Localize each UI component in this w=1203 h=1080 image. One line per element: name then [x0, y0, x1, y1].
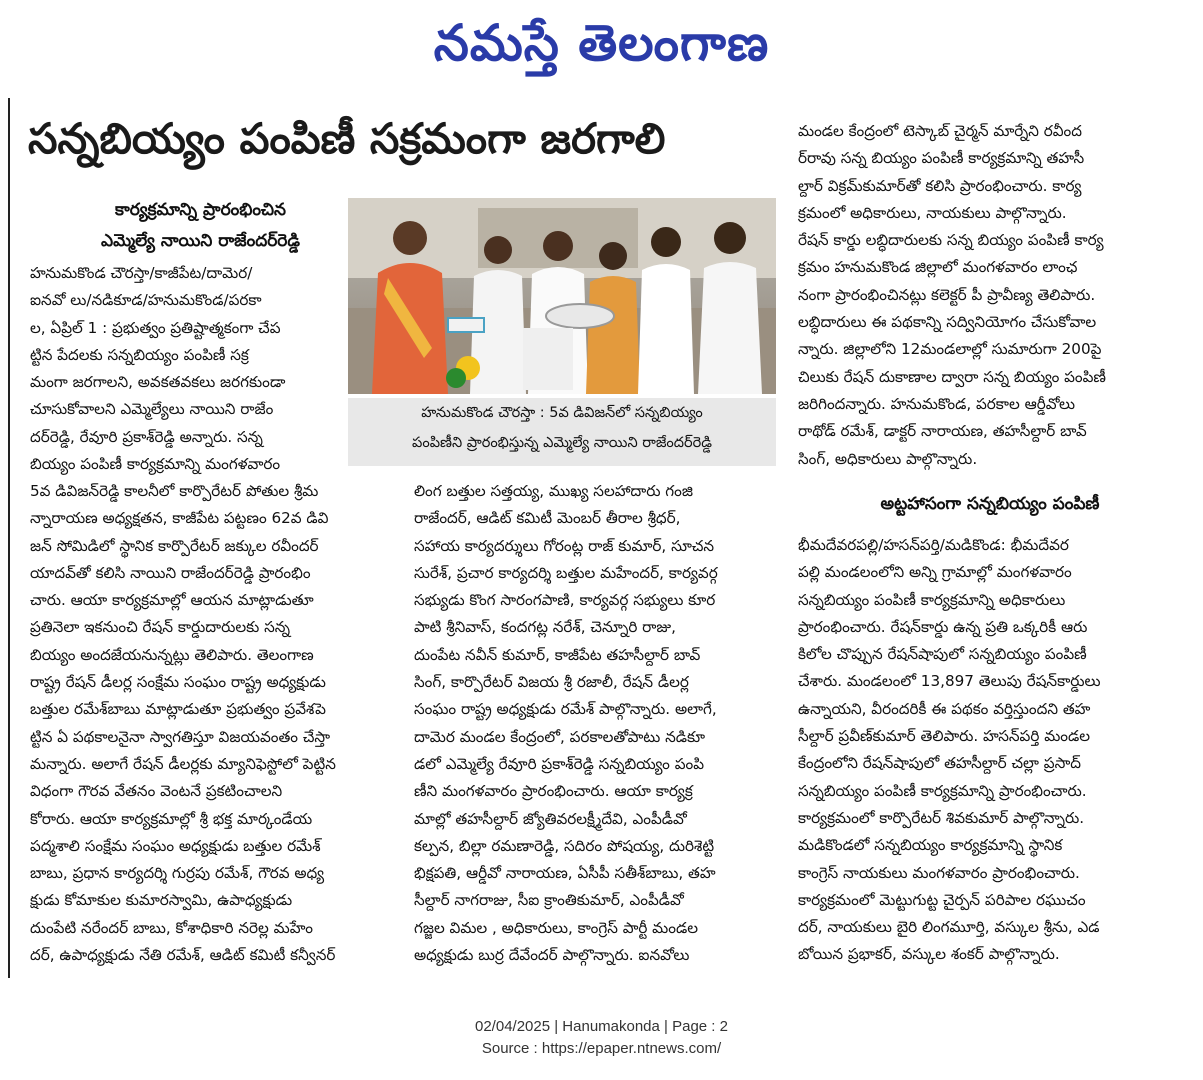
article-column-1-top [30, 260, 342, 478]
text-line: ప్రతినెలా ఇకనుంచి రేషన్ కార్డుదారులకు సన్న [30, 618, 290, 637]
text-line: రాథోడ్ రమేశ్, డాక్టర్ నారాయణ, తహసీల్దార్ బావ్ [798, 422, 1087, 441]
text-line: క్రమం హనుమకొండ జిల్లాలో మంగళవారం లాంఛ [798, 258, 1078, 277]
text-line: చేశారు. మండలంలో 13,897 తెలుపు రేషన్‌కార్డులు [798, 672, 1101, 691]
text-line: చిలుకు రేషన్ దుకాణాల ద్వారా సన్న బియ్యం పంపిణీ [798, 367, 1106, 386]
text-line: క్రమంలో అధికారులు, నాయకులు పాల్గొన్నారు. [798, 203, 1067, 222]
text-line: దర్‌రెడ్డి, రేవూరి ప్రకాశ్‌రెడ్డి అన్నారు. సన్న [30, 427, 263, 446]
text-line: గజ్జల విమల , అధికారులు, కాంగ్రెస్ పార్టీ మండల [414, 918, 698, 937]
text-line: బత్తుల రమేశ్‌బాబు మాట్లాడుతూ ప్రభుత్వం ప్రవేశపె [30, 700, 326, 719]
text-line: కల్పన, బిల్లా రమణారెడ్డి, సదిరం పోషయ్య, దురిశెట్టి [414, 836, 715, 855]
text-line: సీల్దార్ ప్రవీణ్‌కుమార్ తెలిపారు. హసన్‌పర్తి మండల [798, 727, 1090, 746]
text-line: హనుమకొండ చౌరస్తా/కాజీపేట/దామెర/ [30, 264, 253, 282]
text-line: డలో ఎమ్మెల్యే రేవూరి ప్రకాశ్‌రెడ్డి సన్నబియ్యం పంపి [414, 754, 704, 773]
text-line: కార్యక్రమంలో కార్పొరేటర్ శివకుమార్ పాల్గొన్నారు. [798, 808, 1085, 827]
article-headline: సన్నబియ్యం పంపిణీ సక్రమంగా జరగాలి [28, 114, 666, 163]
text-line: కోరారు. ఆయా కార్యక్రమాల్లో శ్రీ భక్త మార్కండేయ [30, 809, 313, 828]
text-line: చారు. ఆయా కార్యక్రమాల్లో ఆయన మాట్లాడుతూ [30, 591, 314, 610]
text-line: సింగ్, కార్పొరేటర్ విజయ శ్రీ రజాలీ, రేషన్ డీలర్ల [414, 673, 689, 692]
text-line: సీల్దార్ నాగరాజు, సీఐ క్రాంతికుమార్, ఎంపీడీవో [414, 891, 684, 910]
footer-source: Source : https://epaper.ntnews.com/ [481, 1040, 722, 1057]
photo-caption [348, 398, 776, 466]
article-column-3-bottom [798, 532, 1180, 969]
text-line: పాటి శ్రీనివాస్, కందగట్ల నరేశ్, చెన్నూరి రాజు, [414, 618, 676, 637]
text-line: పల్లి మండలంలోని అన్ని గ్రామాల్లో మంగళవారం [798, 563, 1072, 582]
text-line: న్నారాయణ అధ్యక్షతన, కాజీపేట పట్టణం 62వ డివి [30, 509, 329, 528]
text-line: ట్టిన పేదలకు సన్నబియ్యం పంపిణీ సక్ర [30, 345, 249, 364]
text-line: బాబు, ప్రధాన కార్యదర్శి గుర్రపు రమేశ్, గౌరవ అధ్య [30, 864, 325, 883]
photo-caption-line-1: హనుమకొండ చౌరస్తా : 5వ డివిజన్‌లో సన్నబియ్యం [421, 405, 703, 421]
text-line: సన్నబియ్యం పంపిణీ కార్యక్రమాన్ని ప్రారంభించారు. [798, 781, 1087, 800]
text-line: సురేశ్, ప్రచార కార్యదర్శి బత్తుల మహేందర్, కార్యవర్గ [414, 563, 718, 582]
text-line: బియ్యం అందజేయనున్నట్లు తెలిపారు. తెలంగాణ [30, 645, 314, 664]
section-heading: అట్టహాసంగా సన్నబియ్యం పంపిణీ [880, 494, 1100, 514]
text-line: జరిగిందన్నారు. హనుమకొండ, పరకాల ఆర్డీవోలు [798, 394, 1075, 413]
text-line: కేంద్రంలోని రేషన్‌షాపులో తహసీల్దార్ చల్లా ప్రసాద్ [798, 754, 1081, 773]
text-line: దుంపేట నవీన్ కుమార్, కాజీపేట తహసీల్దార్ బావ్ [414, 645, 701, 664]
text-line: సహాయ కార్యదర్శులు గోరంట్ల రాజ్ కుమార్, సూచన [414, 536, 715, 555]
text-line: దామెర మండల కేంద్రంలో, పరకాలతోపాటు నడికూ [414, 727, 706, 746]
text-line: క్షుడు కోమాకుల కుమారస్వామి, ఉపాధ్యక్షుడు [30, 891, 293, 910]
text-line: సన్నబియ్యం పంపిణీ కార్యక్రమాన్ని అధికారులు [798, 590, 1066, 609]
text-line: ణీని మంగళవారం ప్రారంభించారు. ఆయా కార్యక్ర [414, 782, 693, 801]
text-line: దర్, ఉపాధ్యక్షుడు నేతి రమేశ్, ఆడిట్ కమిటీ కన్వీనర్ [30, 946, 336, 965]
text-line: మడికొండలో సన్నబియ్యం కార్యక్రమాన్ని స్థానిక [798, 836, 1063, 855]
text-line: విధంగా గౌరవ వేతనం వెంటనే ప్రకటించాలని [30, 782, 283, 801]
text-line: దుంపేటి నరేందర్ బాబు, కోశాధికారి నరెల్ల మహేం [30, 918, 313, 937]
text-line: రాజేందర్, ఆడిట్ కమిటీ మెంబర్ తీరాల శ్రీధర్, [414, 509, 681, 528]
text-line: మాల్లో తహసీల్దార్ జ్యోతివరలక్ష్మీదేవి, ఎంపీడీవో [414, 809, 687, 828]
left-border-rule [8, 98, 10, 978]
text-line: ప్రారంభించారు. రేషన్‌కార్డు ఉన్న ప్రతి ఒక్కరికీ ఆరు [798, 617, 1088, 636]
text-line: చూసుకోవాలని ఎమ్మెల్యేలు నాయిని రాజేం [30, 400, 274, 419]
newspaper-masthead: నమస్తే తెలంగాణ [433, 14, 770, 72]
text-line: 5వ డివిజన్‌రెడ్డి కాలనీలో కార్పొరేటర్ పోతుల శ్రీమ [30, 482, 319, 500]
text-line: భిక్షపతి, ఆర్డీవో నారాయణ, ఏసీపీ సతీశ్‌బాబు, తహ [414, 864, 716, 883]
text-line: మన్నారు. అలాగే రేషన్ డీలర్లకు మ్యానిఫెస్టోలో పెట్టిన [30, 754, 336, 773]
text-line: ర్‌రావు సన్న బియ్యం పంపిణీ కార్యక్రమాన్ని తహసీ [798, 149, 1085, 168]
text-line: మంగా జరగాలని, అవకతవకలు జరగకుండా [30, 373, 286, 392]
text-line: పద్మశాలి సంక్షేమ సంఘం అధ్యక్షుడు బత్తుల రమేశ్ [30, 836, 321, 855]
text-line: సంఘం రాష్ట్ర అధ్యక్షుడు రమేశ్ పాల్గొన్నారు. అలాగే, [414, 700, 717, 719]
text-line: సభ్యుడు కొంగ సారంగపాణి, కార్యవర్గ సభ్యులు కూర [414, 591, 716, 610]
text-line: బియ్యం పంపిణీ కార్యక్రమాన్ని మంగళవారం [30, 455, 281, 474]
text-line: ల, ఏప్రిల్ 1 : ప్రభుత్వం ప్రతిష్టాత్మకంగా చేప [30, 318, 281, 337]
article-column-3-top [798, 118, 1180, 473]
text-line: నంగా ప్రారంభించినట్లు కలెక్టర్ పీ ప్రావీణ్య తెలిపారు. [798, 285, 1096, 304]
text-line: లబ్ధిదారులు ఈ పథకాన్ని సద్వినియోగం చేసుకోవాల [798, 313, 1097, 332]
text-line: ల్దార్ విక్రమ్‌కుమార్‌తో కలిసి ప్రారంభించారు. కార్య [798, 176, 1082, 195]
subheadline-line-2: ఎమ్మెల్యే నాయిని రాజేందర్‌రెడ్డి [101, 231, 300, 251]
text-line: రాష్ట్ర రేషన్ డీలర్ల సంక్షేమ సంఘం రాష్ట్ర అధ్యక్షుడు [30, 673, 326, 692]
article-photo [348, 198, 776, 394]
article-column-2 [414, 478, 786, 969]
text-line: ఐనవో లు/నడికూడ/హనుమకొండ/పరకా [30, 291, 262, 310]
text-line: న్నారు. జిల్లాలోని 12మండలాల్లో సుమారుగా 200పై [798, 340, 1102, 359]
text-line: కిలోల చొప్పున రేషన్‌షాపులో సన్నబియ్యం పంపిణీ [798, 645, 1087, 664]
text-line: బోయిన ప్రభాకర్, వస్కుల శంకర్ పాల్గొన్నారు. [798, 945, 1060, 964]
text-line: అధ్యక్షుడు బుర్ర దేవేందర్ పాల్గొన్నారు. ఐనవోలు [414, 946, 690, 965]
text-line: కార్యక్రమంలో మెట్టుగుట్ట చైర్పన్ పరిపాల రఘుచం [798, 890, 1086, 909]
footer-dateline: 02/04/2025 | Hanumakonda | Page : 2 [475, 1018, 728, 1035]
text-line: జన్ సోమిడిలో స్థానిక కార్పొరేటర్ జక్కుల రవీందర్ [30, 536, 319, 555]
text-line: కాంగ్రెస్ నాయకులు మంగళవారం ప్రారంభించారు. [798, 863, 1080, 882]
text-line: భీమదేవరపల్లి/హసన్‌పర్తి/మడికొండ: భీమదేవర [798, 536, 1069, 554]
article-column-1-bottom [30, 478, 396, 969]
text-line: లింగ బత్తుల సత్తయ్య, ముఖ్య సలహాదారు గంజి [414, 482, 693, 500]
subheadline-line-1: కార్యక్రమాన్ని ప్రారంభించిన [115, 200, 286, 220]
text-line: దర్, నాయకులు బైరి లింగమూర్తి, వస్కుల శ్రీను, ఎడ [798, 918, 1100, 937]
text-line: మండల కేంద్రంలో టెస్కాబ్ చైర్మన్ మార్నేని రవీంద [798, 122, 1082, 140]
text-line: యాదవ్‌తో కలిసి నాయిని రాజేందర్‌రెడ్డి ప్రారంభిం [30, 563, 311, 582]
photo-illustration [348, 198, 776, 394]
text-line: రేషన్ కార్డు లబ్ధిదారులకు సన్న బియ్యం పంపిణీ కార్య [798, 231, 1104, 250]
text-line: సింగ్, అధికారులు పాల్గొన్నారు. [798, 449, 978, 468]
text-line: ఉన్నాయని, వీరందరికీ ఈ పథకం వర్తిస్తుందని తహ [798, 699, 1091, 718]
text-line: ట్టిన ఏ పథకాలనైనా స్వాగతిస్తూ విజయవంతం చేస్తా [30, 727, 331, 746]
photo-caption-line-2: పంపిణీని ప్రారంభిస్తున్న ఎమ్మెల్యే నాయిని రాజేందర్‌రెడ్డి [412, 435, 712, 451]
